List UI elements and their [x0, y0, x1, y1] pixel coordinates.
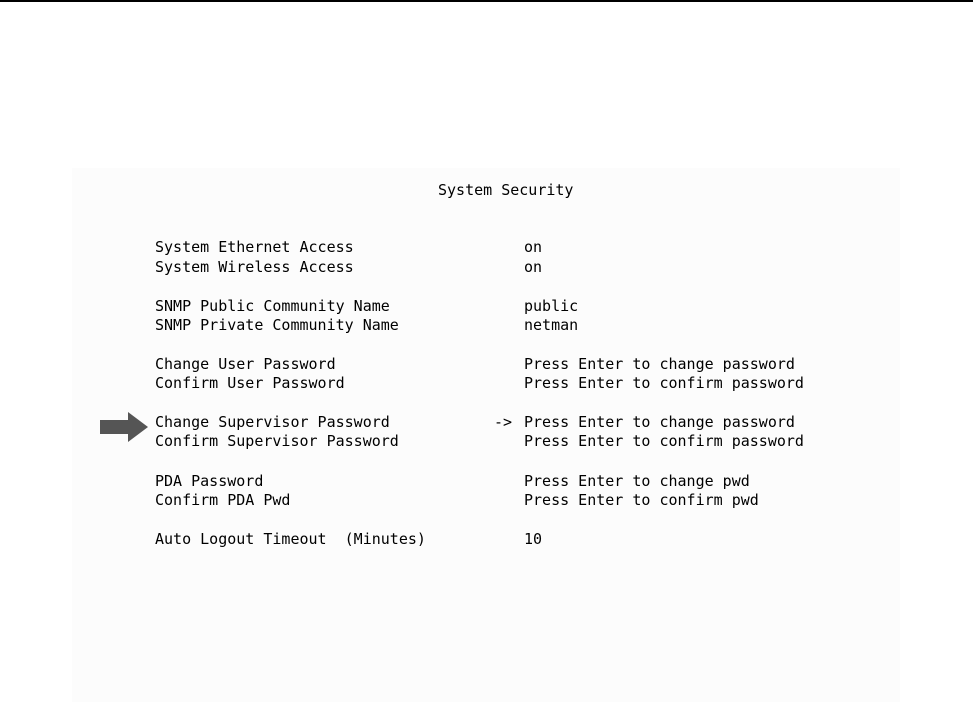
setting-value[interactable]: Press Enter to change password — [524, 413, 795, 431]
setting-value[interactable]: Press Enter to confirm password — [524, 432, 804, 450]
setting-value[interactable]: on — [524, 258, 543, 276]
setting-row-confirm-pda-pwd[interactable] — [0, 491, 973, 510]
setting-label: System Ethernet Access — [155, 238, 354, 256]
selection-cursor: -> — [494, 413, 513, 431]
top-divider — [0, 0, 973, 2]
setting-value[interactable]: Press Enter to change pwd — [524, 472, 750, 490]
setting-value[interactable]: Press Enter to change password — [524, 355, 795, 373]
setting-row-snmp-public[interactable] — [0, 297, 973, 316]
setting-row-pda-password[interactable] — [0, 472, 973, 491]
setting-label: Confirm Supervisor Password — [155, 432, 399, 450]
setting-label: Change User Password — [155, 355, 336, 373]
setting-label: Confirm PDA Pwd — [155, 491, 291, 509]
setting-value[interactable]: public — [524, 297, 579, 315]
setting-row-auto-logout-timeout[interactable] — [0, 530, 973, 549]
setting-label: Confirm User Password — [155, 374, 345, 392]
screen-title: System Security — [438, 181, 574, 199]
setting-label: SNMP Private Community Name — [155, 316, 399, 334]
setting-label: Auto Logout Timeout (Minutes) — [155, 530, 426, 548]
setting-value[interactable]: on — [524, 238, 543, 256]
setting-value[interactable]: netman — [524, 316, 579, 334]
setting-row-confirm-user-password[interactable] — [0, 374, 973, 393]
setting-label: SNMP Public Community Name — [155, 297, 390, 315]
setting-label: Change Supervisor Password — [155, 413, 390, 431]
setting-row-change-user-password[interactable] — [0, 355, 973, 374]
setting-value[interactable]: Press Enter to confirm pwd — [524, 491, 759, 509]
right-arrow-icon — [100, 412, 148, 442]
setting-label: System Wireless Access — [155, 258, 354, 276]
setting-label: PDA Password — [155, 472, 264, 490]
setting-value[interactable]: 10 — [524, 530, 543, 548]
setting-row-snmp-private[interactable] — [0, 316, 973, 335]
setting-row-wireless-access[interactable] — [0, 258, 973, 277]
setting-value[interactable]: Press Enter to confirm password — [524, 374, 804, 392]
setting-row-ethernet-access[interactable] — [0, 238, 973, 257]
